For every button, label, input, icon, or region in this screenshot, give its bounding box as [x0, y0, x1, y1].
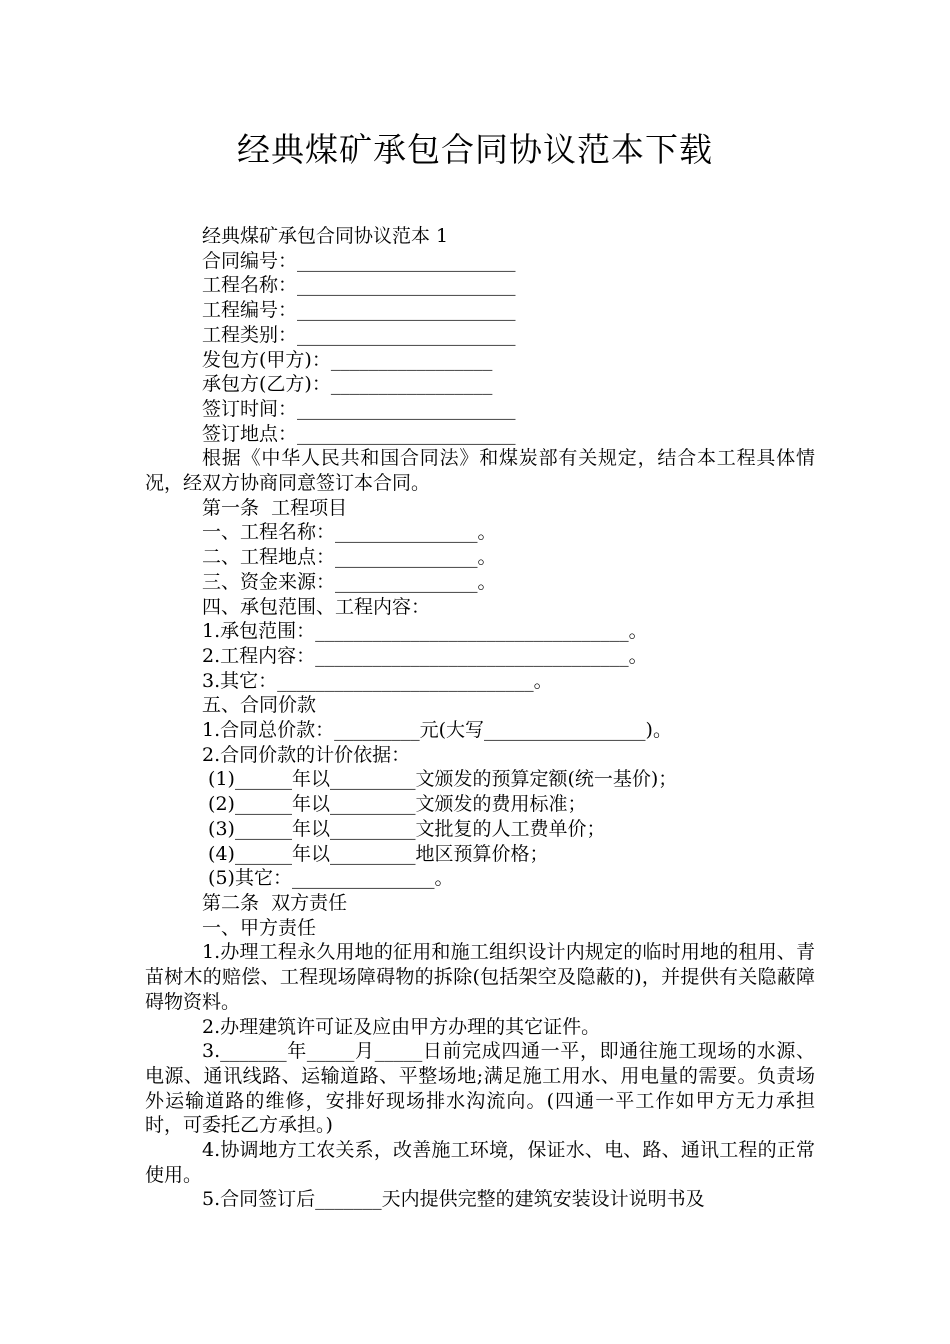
article-1-item: 2.工程内容：_________________________________。: [202, 644, 648, 667]
field-sign-place: 签订地点：_______________________: [202, 422, 516, 445]
field-contract-number: 合同编号：_______________________: [202, 249, 516, 272]
article-1-item: 1.合同总价款：_________元(大写_________________)。: [202, 719, 672, 742]
article-1-item: 四、承包范围、工程内容：: [202, 595, 431, 618]
article-2-heading: 第二条 双方责任: [202, 891, 348, 914]
article-1-item: (2)______年以_________文颁发的费用标准；: [202, 793, 587, 816]
article-1-item: (3)______年以_________文批复的人工费单价；: [202, 817, 606, 840]
article-1-item: 1.承包范围：_________________________________。: [202, 620, 648, 643]
duty-paragraph: 2.办理建筑许可证及应由甲方办理的其它证件。: [202, 1015, 601, 1038]
article-1-item: (4)______年以_________地区预算价格；: [202, 842, 549, 865]
duty-paragraph: 3._______年_____月_____日前完成四通一平，即通往施工现场的水源、电源、通讯线路、运输道路、平整场地;满足施工用水、用电量的需要。负责场外运输道路的维修，安排好现场排水沟流向。(四通一平工作如甲方无力承担时，可委托乙方承担。): [145, 1040, 815, 1137]
article-1-item: 一、工程名称：_______________。: [202, 521, 497, 544]
field-project-number: 工程编号：_______________________: [202, 299, 516, 322]
duty-paragraph: 4.协调地方工农关系，改善施工环境，保证水、电、路、通讯工程的正常使用。: [145, 1139, 815, 1186]
duty-paragraph: 5.合同签订后_______天内提供完整的建筑安装设计说明书及: [202, 1188, 705, 1211]
article-1-item: (5)其它：_______________。: [202, 867, 454, 890]
field-party-a: 发包方(甲方)：_________________: [202, 348, 493, 371]
duty-paragraph: 1.办理工程永久用地的征用和施工组织设计内规定的临时用地的租用、青苗树木的赔偿、工程现场障碍物的拆除(包括架空及隐蔽的)，并提供有关隐蔽障碍物资料。: [145, 941, 815, 1013]
article-1-item: 三、资金来源：_______________。: [202, 570, 497, 593]
article-1-item: 2.合同价款的计价依据：: [202, 743, 411, 766]
field-sign-date: 签订时间：_______________________: [202, 397, 516, 420]
intro-paragraph: 根据《中华人民共和国合同法》和煤炭部有关规定，结合本工程具体情况，经双方协商同意签订本合同。: [145, 447, 815, 495]
article-1-item: 3.其它：___________________________。: [202, 669, 553, 692]
article-1-heading: 第一条 工程项目: [202, 496, 348, 519]
document-body: [145, 224, 815, 1212]
article-1-item: 五、合同价款: [202, 694, 317, 717]
contract-heading: 经典煤矿承包合同协议范本 1: [202, 225, 449, 247]
field-project-category: 工程类别：_______________________: [202, 323, 516, 346]
article-2-subheading: 一、甲方责任: [202, 916, 317, 939]
article-1-item: (1)______年以_________文颁发的预算定额(统一基价)；: [202, 768, 678, 791]
article-1-item: 二、工程地点：_______________。: [202, 546, 497, 569]
field-party-b: 承包方(乙方)：_________________: [202, 373, 493, 396]
field-project-name: 工程名称：_______________________: [202, 274, 516, 297]
document-title: 经典煤矿承包合同协议范本下载: [237, 130, 713, 169]
